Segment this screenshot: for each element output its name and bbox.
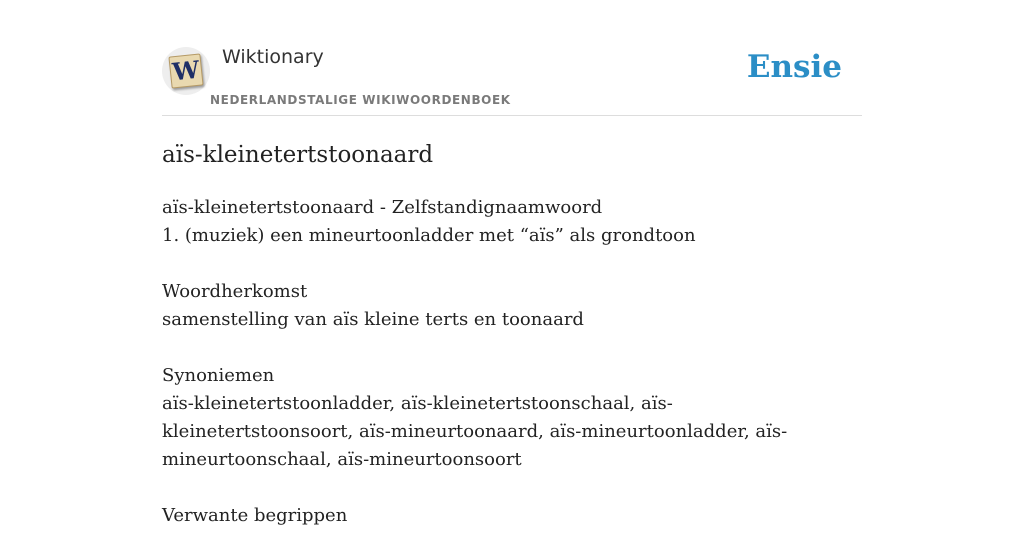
related-section (162, 502, 862, 530)
definition-section (162, 194, 862, 250)
synonyms-heading: Synoniemen (162, 365, 275, 386)
logo-tile-icon (168, 53, 203, 88)
entry-title: aïs-kleinetertstoonaard (162, 142, 434, 168)
ensie-brand-logo[interactable]: Ensie (746, 49, 842, 85)
definition-text: 1. (muziek) een mineurtoonladder met “aïs” als grondtoon (162, 225, 696, 246)
wiktionary-logo[interactable] (162, 47, 210, 95)
etymology-heading: Woordherkomst (162, 281, 308, 302)
site-name[interactable]: Wiktionary (222, 46, 324, 68)
logo-letter: W (171, 54, 201, 87)
site-header (162, 0, 862, 116)
synonyms-section (162, 362, 862, 474)
entry-content (162, 194, 862, 530)
etymology-section (162, 278, 862, 334)
related-heading: Verwante begrippen (162, 505, 348, 526)
site-tagline: NEDERLANDSTALIGE WIKIWOORDENBOEK (210, 93, 511, 107)
etymology-text: samenstelling van aïs kleine terts en toonaard (162, 309, 584, 330)
synonyms-text: aïs-kleinetertstoonladder, aïs-kleinetertstoonschaal, aïs-kleinetertstoonsoort, aïs-mineurtoonaard, aïs-mineurtoonladder, aïs-mineurtoonschaal, aïs-mineurtoonsoort (162, 393, 788, 470)
entry-card (162, 0, 862, 558)
word-type-line: aïs-kleinetertstoonaard - Zelfstandignaamwoord (162, 197, 603, 218)
